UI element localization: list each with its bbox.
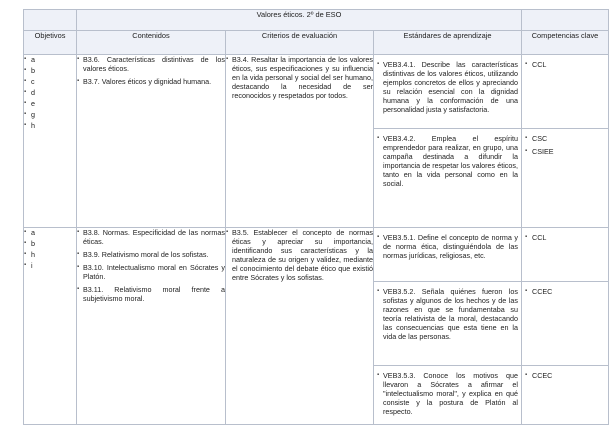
title-blank-cell [24,10,77,31]
criterio-cell [226,55,374,228]
title-blank-cell [522,10,609,31]
table-row [24,55,609,228]
header-estandares: Estándares de aprendizaje [374,31,522,55]
contenidos-cell [77,228,226,425]
competencia-item: ▪ CCL [525,60,605,69]
competencia-item: ▪ CSC [525,134,605,143]
estandares-cell [374,228,522,425]
table-title: Valores éticos. 2º de ESO [77,10,522,31]
objetivo-item: ▪ e [24,99,76,108]
competencia-item: ▪ CCEC [525,371,605,380]
estandar-block [374,228,521,282]
header-criterios: Criterios de evaluación [226,31,374,55]
objetivo-item: ▪ a [24,55,76,64]
objetivo-item: ▪ i [24,261,76,270]
estandar-item: ▪ VEB3.4.1. Describe las características distintivas de los valores éticos, utilizando ejemplos concretos de ellos y apreciando su relación esencial con la dignidad humana y la conformación de una personalidad justa y satisfactoria. [377,60,518,114]
competencia-item: ▪ CSIEE [525,147,605,156]
competencias-cell [522,228,609,425]
objetivo-item: ▪ d [24,88,76,97]
curriculum-table [23,9,609,425]
competencia-item: ▪ CCEC [525,287,605,296]
contenido-item: ▪ B3.6. Características distintivas de los valores éticos. [77,55,225,73]
contenido-item: ▪ B3.7. Valores éticos y dignidad humana. [77,77,225,86]
header-contenidos: Contenidos [77,31,226,55]
header-competencias: Competencias clave [522,31,609,55]
objetivo-item: ▪ c [24,77,76,86]
objetivos-cell [24,55,77,228]
objetivo-item: ▪ h [24,250,76,259]
objetivo-item: ▪ b [24,239,76,248]
criterio-cell [226,228,374,425]
contenido-item: ▪ B3.8. Normas. Especificidad de las normas éticas. [77,228,225,246]
header-objetivos: Objetivos [24,31,77,55]
competencias-cell [522,55,609,228]
criterio-item: ▪ B3.4. Resaltar la importancia de los valores éticos, sus especificaciones y su influencia en la vida personal y social del ser humano, destacando la necesidad de ser reconocidos y respetados por todos. [226,55,373,100]
estandar-item: ▪ VEB3.5.1. Define el concepto de norma y de norma ética, distinguiéndola de las normas jurídicas, religiosas, etc. [377,233,518,260]
criterio-item: ▪ B3.5. Establecer el concepto de normas éticas y apreciar su importancia, identificando sus características y la naturaleza de su origen y validez, mediante el conocimiento del debate ético que existió entre Sócrates y los sofistas. [226,228,373,282]
competencia-block [522,282,608,366]
contenido-item: ▪ B3.9. Relativismo moral de los sofistas. [77,250,225,259]
competencia-block [522,228,608,282]
estandares-cell [374,55,522,228]
estandar-block [374,282,521,366]
competencia-item: ▪ CCL [525,233,605,242]
contenido-item: ▪ B3.10. Intelectualismo moral en Sócrates y Platón. [77,263,225,281]
table-header-row [24,31,609,55]
estandar-item: ▪ VEB3.5.2. Señala quiénes fueron los sofistas y algunos de los hechos y de las razones en que se fundamentaba su teoría relativista de la moral, destacando las consecuencias que esta tiene en la vida de las personas. [377,287,518,341]
estandar-block [374,55,521,129]
table-title-row [24,10,609,31]
table-row [24,228,609,425]
contenidos-cell [77,55,226,228]
estandar-item: ▪ VEB3.5.3. Conoce los motivos que llevaron a Sócrates a afirmar el "intelectualismo moral", y explica en qué consiste y la postura de Platón al respecto. [377,371,518,416]
objetivo-item: ▪ g [24,110,76,119]
objetivo-item: ▪ a [24,228,76,237]
competencia-block [522,55,608,129]
estandar-item: ▪ VEB3.4.2. Emplea el espíritu emprendedor para realizar, en grupo, una campaña destinada a difundir la importancia de respetar los valores éticos, tanto en la vida personal como en la social. [377,134,518,188]
objetivos-cell [24,228,77,425]
objetivo-item: ▪ h [24,121,76,130]
estandar-block [374,129,521,195]
contenido-item: ▪ B3.11. Relativismo moral frente a subjetivismo moral. [77,285,225,303]
competencia-block [522,366,608,387]
estandar-block [374,366,521,423]
objetivo-item: ▪ b [24,66,76,75]
competencia-block [522,129,608,163]
